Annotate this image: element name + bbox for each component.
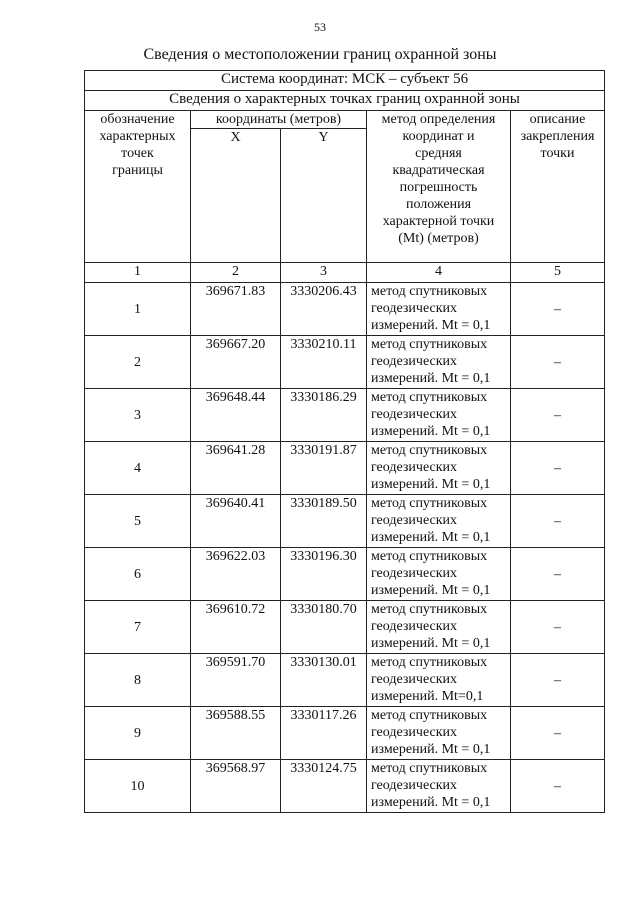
header-method-line: метод определения xyxy=(381,112,496,127)
method-cell xyxy=(367,548,511,601)
description-cell xyxy=(511,389,605,442)
x-coordinate-cell: 369671.83 xyxy=(191,283,281,336)
points-caption-cell: Сведения о характерных точках границ охранной зоны xyxy=(85,91,605,111)
x-coordinate-cell: 369622.03 xyxy=(191,548,281,601)
method-cell xyxy=(367,495,511,548)
table-row xyxy=(85,760,605,813)
x-coordinate-cell: 369667.20 xyxy=(191,336,281,389)
method-line: измерений. Mt = 0,1 xyxy=(371,636,491,651)
x-coordinate-cell: 369591.70 xyxy=(191,654,281,707)
header-method-line: средняя xyxy=(415,146,462,161)
x-coordinate-cell: 369610.72 xyxy=(191,601,281,654)
point-number-cell: 10 xyxy=(85,760,191,813)
header-designation xyxy=(85,111,191,263)
page-title: Сведения о местоположении границ охранной зоны xyxy=(143,46,497,63)
y-coordinate-cell: 3330191.87 xyxy=(281,442,367,495)
dash-mark: – xyxy=(554,778,561,794)
dash-mark: – xyxy=(554,672,561,688)
header-y: Y xyxy=(281,129,367,263)
x-coordinate-cell: 369641.28 xyxy=(191,442,281,495)
coord-system-cell: Система координат: МСК – субъект 56 xyxy=(85,71,605,91)
description-cell xyxy=(511,336,605,389)
y-coordinate-cell: 3330130.01 xyxy=(281,654,367,707)
table-row xyxy=(85,707,605,760)
header-designation-line: точек xyxy=(121,146,154,161)
dash-mark: – xyxy=(554,725,561,741)
method-cell xyxy=(367,442,511,495)
table-row xyxy=(85,601,605,654)
method-line: геодезических xyxy=(371,566,458,581)
method-line: метод спутниковых xyxy=(371,549,488,564)
dash-mark: – xyxy=(554,460,561,476)
method-line: геодезических xyxy=(371,725,458,740)
method-cell xyxy=(367,336,511,389)
method-line: геодезических xyxy=(371,354,458,369)
dash-mark: – xyxy=(554,301,561,317)
method-line: метод спутниковых xyxy=(371,602,488,617)
dash-mark: – xyxy=(554,619,561,635)
page-number: 53 xyxy=(314,20,326,34)
point-number-cell: 9 xyxy=(85,707,191,760)
method-line: геодезических xyxy=(371,407,458,422)
header-x: X xyxy=(191,129,281,263)
column-number: 3 xyxy=(281,263,367,283)
table-row xyxy=(85,548,605,601)
dash-mark: – xyxy=(554,354,561,370)
method-cell xyxy=(367,283,511,336)
point-number-cell: 3 xyxy=(85,389,191,442)
method-line: измерений. Mt=0,1 xyxy=(371,689,484,704)
method-cell xyxy=(367,760,511,813)
table-row xyxy=(85,495,605,548)
method-line: геодезических xyxy=(371,672,458,687)
boundary-points-table xyxy=(84,70,605,813)
y-coordinate-cell: 3330180.70 xyxy=(281,601,367,654)
method-line: геодезических xyxy=(371,619,458,634)
description-cell xyxy=(511,283,605,336)
point-number-cell: 4 xyxy=(85,442,191,495)
description-cell xyxy=(511,495,605,548)
header-description-line: закрепления xyxy=(520,129,595,144)
point-number-cell: 8 xyxy=(85,654,191,707)
description-cell xyxy=(511,707,605,760)
x-coordinate-cell: 369568.97 xyxy=(191,760,281,813)
header-designation-line: характерных xyxy=(99,129,176,144)
description-cell xyxy=(511,548,605,601)
method-cell xyxy=(367,707,511,760)
method-line: метод спутниковых xyxy=(371,284,488,299)
point-number-cell: 7 xyxy=(85,601,191,654)
y-coordinate-cell: 3330210.11 xyxy=(281,336,367,389)
point-number-cell: 1 xyxy=(85,283,191,336)
x-coordinate-cell: 369588.55 xyxy=(191,707,281,760)
points-caption-row xyxy=(85,91,605,111)
header-method-line: характерной точки xyxy=(382,214,495,229)
header-description-line: точки xyxy=(540,146,575,161)
method-line: метод спутниковых xyxy=(371,443,488,458)
column-number: 4 xyxy=(367,263,511,283)
y-coordinate-cell: 3330124.75 xyxy=(281,760,367,813)
table-row xyxy=(85,283,605,336)
header-coordinates: координаты (метров) xyxy=(191,111,367,129)
header-method-line: квадратическая xyxy=(392,163,485,178)
method-line: метод спутниковых xyxy=(371,761,488,776)
y-coordinate-cell: 3330189.50 xyxy=(281,495,367,548)
table-row xyxy=(85,336,605,389)
method-line: метод спутниковых xyxy=(371,390,488,405)
header-method xyxy=(367,111,511,263)
dash-mark: – xyxy=(554,407,561,423)
point-number-cell: 6 xyxy=(85,548,191,601)
method-line: геодезических xyxy=(371,778,458,793)
method-line: метод спутниковых xyxy=(371,496,488,511)
coord-system-row xyxy=(85,71,605,91)
header-method-line: положения xyxy=(405,197,472,212)
y-coordinate-cell: 3330117.26 xyxy=(281,707,367,760)
x-coordinate-cell: 369640.41 xyxy=(191,495,281,548)
description-cell xyxy=(511,442,605,495)
column-number: 1 xyxy=(85,263,191,283)
header-description-line: описание xyxy=(529,112,586,127)
table-row xyxy=(85,389,605,442)
dash-mark: – xyxy=(554,566,561,582)
method-line: метод спутниковых xyxy=(371,708,488,723)
method-cell xyxy=(367,601,511,654)
method-line: измерений. Mt = 0,1 xyxy=(371,742,491,757)
header-description xyxy=(511,111,605,263)
dash-mark: – xyxy=(554,513,561,529)
description-cell xyxy=(511,601,605,654)
header-method-line: (Mt) (метров) xyxy=(398,231,479,246)
header-designation-line: границы xyxy=(112,163,163,178)
method-line: геодезических xyxy=(371,301,458,316)
description-cell xyxy=(511,654,605,707)
method-line: метод спутниковых xyxy=(371,655,488,670)
y-coordinate-cell: 3330186.29 xyxy=(281,389,367,442)
method-line: измерений. Mt = 0,1 xyxy=(371,795,491,810)
method-line: геодезических xyxy=(371,513,458,528)
x-coordinate-cell: 369648.44 xyxy=(191,389,281,442)
method-cell xyxy=(367,389,511,442)
column-number: 5 xyxy=(511,263,605,283)
method-line: геодезических xyxy=(371,460,458,475)
column-number: 2 xyxy=(191,263,281,283)
point-number-cell: 5 xyxy=(85,495,191,548)
y-coordinate-cell: 3330206.43 xyxy=(281,283,367,336)
description-cell xyxy=(511,760,605,813)
table-row xyxy=(85,654,605,707)
header-row-1 xyxy=(85,111,605,129)
method-line: измерений. Mt = 0,1 xyxy=(371,530,491,545)
method-line: измерений. Mt = 0,1 xyxy=(371,318,491,333)
point-number-cell: 2 xyxy=(85,336,191,389)
method-line: измерений. Mt = 0,1 xyxy=(371,477,491,492)
table-row xyxy=(85,442,605,495)
method-line: метод спутниковых xyxy=(371,337,488,352)
column-number-row xyxy=(85,263,605,283)
header-designation-line: обозначение xyxy=(100,112,175,127)
method-line: измерений. Mt = 0,1 xyxy=(371,371,491,386)
method-cell xyxy=(367,654,511,707)
method-line: измерений. Mt = 0,1 xyxy=(371,424,491,439)
method-line: измерений. Mt = 0,1 xyxy=(371,583,491,598)
y-coordinate-cell: 3330196.30 xyxy=(281,548,367,601)
header-method-line: погрешность xyxy=(399,180,478,195)
header-method-line: координат и xyxy=(402,129,475,144)
